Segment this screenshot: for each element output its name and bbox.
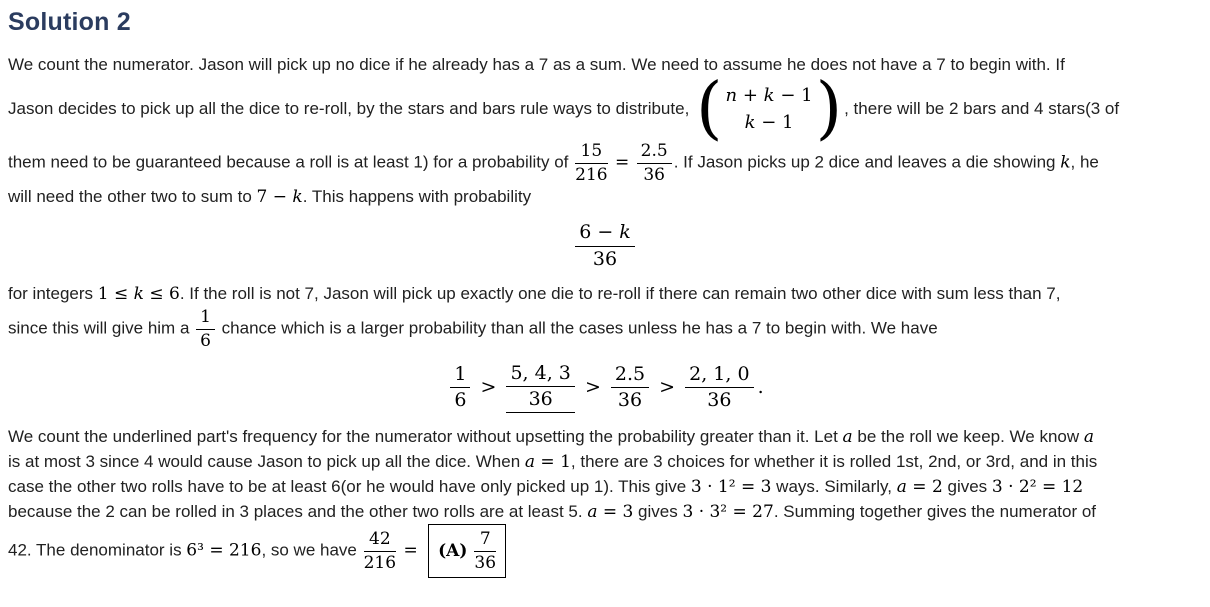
math-token: 216 (575, 165, 608, 186)
text-line (8, 141, 1202, 185)
math-token: > (578, 375, 607, 398)
display-math (8, 221, 1202, 270)
math-token: = 2 (906, 476, 943, 497)
inline-math (587, 502, 633, 522)
text-line (8, 282, 1202, 307)
math-variable: a (524, 451, 536, 472)
math-token: 1 ≤ (97, 283, 134, 304)
answer-choice-label: (A) (438, 540, 468, 561)
math-token: 36 (617, 389, 643, 412)
text-line (8, 475, 1202, 500)
fraction (685, 363, 753, 412)
fraction-numerator (450, 363, 470, 388)
math-token: 3 · 1² = 3 (690, 476, 772, 497)
fraction-denominator (474, 552, 496, 573)
text-run: will need the other two to sum to (8, 187, 257, 207)
text-line (8, 307, 1202, 351)
fraction-denominator (506, 387, 574, 410)
text-run: , there will be 2 bars and 4 stars(3 of (844, 98, 1120, 118)
fraction-numerator (474, 529, 496, 552)
fraction (575, 141, 607, 185)
inline-math (610, 153, 635, 173)
math-token: 36 (528, 387, 553, 410)
math-token: . (757, 375, 764, 398)
text-run: , there are 3 choices for whether it is rolled 1st, 2nd, or 3rd, and in this (570, 451, 1098, 471)
math-token: = 3 (597, 501, 634, 522)
inline-math (758, 375, 764, 397)
fraction (637, 141, 672, 185)
math-token: 42 (369, 529, 391, 550)
inline-math (843, 427, 853, 447)
fraction-denominator (685, 388, 753, 411)
math-token: 3 · 2² = 12 (991, 476, 1084, 497)
math-token: 216 (363, 553, 397, 574)
inline-math (525, 452, 571, 472)
inline-math (897, 477, 943, 497)
math-token: 1 (200, 306, 211, 327)
inline-math (1060, 153, 1070, 173)
math-token: 36 (643, 165, 665, 186)
binomial-coefficient (696, 68, 843, 148)
math-token: 2, 1, 0 (689, 363, 750, 386)
text-run: is at most 3 since 4 would cause Jason to pick up all the dice. When (8, 451, 525, 471)
fraction-numerator (575, 141, 607, 164)
text-run: . This happens with probability (302, 187, 532, 207)
math-variable: k (763, 85, 775, 107)
math-variable: k (133, 283, 144, 304)
math-variable: k (744, 112, 756, 134)
fraction-denominator (575, 164, 607, 185)
math-variable: a (587, 501, 598, 522)
math-token: 36 (592, 247, 618, 270)
text-run: Jason decides to pick up all the dice to re-roll, by the stars and bars rule ways to distribute, (8, 98, 695, 118)
inline-math (691, 477, 772, 497)
math-variable: a (896, 476, 907, 497)
text-run: because the 2 can be rolled in 3 places and the other two rolls are at least 5. (8, 501, 588, 521)
fraction (575, 221, 635, 270)
math-token: 6 (200, 330, 211, 351)
text-run: . Summing together gives the numerator of (773, 501, 1097, 521)
math-token: > (653, 375, 682, 398)
math-variable: a (1083, 427, 1095, 448)
fraction-denominator (364, 552, 396, 573)
right-paren: ) (815, 68, 843, 148)
fraction-denominator (450, 388, 470, 411)
text-run: gives (633, 501, 683, 521)
fraction-denominator (196, 330, 215, 351)
text-line (8, 500, 1202, 525)
inline-math (398, 541, 423, 561)
fraction (450, 363, 470, 412)
text-run: , so we have (261, 540, 362, 560)
text-run: . If Jason picks up 2 dice and leaves a die showing (673, 152, 1061, 172)
fraction (474, 529, 496, 573)
text-line (8, 524, 1202, 578)
fraction-numerator (637, 141, 672, 164)
text-line (8, 185, 1202, 210)
fraction-numerator (685, 363, 753, 388)
text-run: for integers (8, 283, 98, 303)
math-token: 6 (454, 389, 467, 412)
fraction (611, 363, 649, 412)
math-variable: k (292, 187, 303, 208)
inline-math (682, 502, 773, 522)
math-token: 1 (454, 363, 467, 386)
display-math (8, 362, 1202, 414)
text-run: be the roll we keep. We know (852, 427, 1084, 447)
math-token: 7 (479, 529, 491, 550)
math-token: 5, 4, 3 (510, 361, 571, 384)
paragraph (8, 425, 1202, 578)
math-token: + (737, 85, 764, 107)
text-run: , he (1070, 152, 1099, 172)
fraction-numerator (611, 363, 649, 388)
text-run: chance which is a larger probability than all the cases unless he has a 7 to begin with. We have (216, 318, 938, 338)
math-token: 36 (707, 389, 732, 412)
fraction-denominator (575, 247, 635, 270)
fraction-numerator (575, 221, 635, 246)
paragraph (8, 53, 1202, 210)
inline-math (992, 477, 1083, 497)
text-run: We count the numerator. Jason will pick up no dice if he already has a 7 as a sum. We need to assume he does not have a 7 to begin with. If (8, 55, 1065, 74)
math-token: 3 · 3² = 27 (682, 501, 774, 522)
text-run: We count the underlined part's frequency for the numerator without upsetting the probability greater than it. Let (8, 427, 843, 447)
paragraph (8, 282, 1202, 351)
math-token: = (398, 540, 424, 561)
text-run: case the other two rolls have to be at least 6(or he would have only picked up 1). This give (8, 476, 691, 496)
math-token: 7 − (256, 187, 293, 208)
math-variable: k (1060, 152, 1071, 173)
binomial-rows (723, 82, 816, 136)
math-token: = 1 (535, 451, 571, 472)
text-line (8, 450, 1202, 475)
math-token: 2.5 (614, 363, 646, 386)
math-variable: a (842, 427, 853, 448)
text-run: since this will give him a (8, 318, 195, 338)
math-token: = (609, 152, 635, 173)
binomial-bottom (745, 109, 794, 136)
text-run: ways. Similarly, (771, 476, 897, 496)
fraction-denominator (637, 164, 672, 185)
fraction-numerator (196, 307, 215, 330)
fraction (196, 307, 215, 351)
text-run: gives (942, 476, 992, 496)
math-token: − 1 (774, 85, 813, 107)
math-token: > (474, 375, 503, 398)
math-token: 36 (474, 553, 497, 574)
inline-math (1084, 427, 1094, 447)
math-token: 6 − (579, 221, 620, 244)
left-paren: ( (696, 68, 723, 148)
inline-math (186, 541, 261, 561)
math-variable: k (619, 221, 631, 244)
fraction-numerator (506, 362, 574, 387)
fraction-denominator (611, 388, 649, 411)
math-token: ≤ 6 (143, 283, 180, 304)
inline-math (474, 375, 502, 397)
inline-math (257, 187, 303, 207)
inline-math (98, 284, 180, 304)
underlined-fraction (506, 362, 574, 414)
solution-content (8, 53, 1202, 578)
inline-math (579, 375, 607, 397)
text-run: . If the roll is not 7, Jason will pick up exactly one die to re-roll if there can remain two other dice with sum less than 7, (179, 283, 1061, 303)
math-token: 15 (580, 141, 603, 162)
text-run: them need to be guaranteed because a roll is at least 1) for a probability of (8, 152, 574, 172)
math-variable: n (725, 85, 738, 107)
boxed-answer (428, 524, 506, 578)
section-heading: Solution 2 (8, 8, 131, 36)
text-line (8, 425, 1202, 450)
math-token: − 1 (755, 112, 794, 134)
inline-math (653, 375, 681, 397)
binomial-top (726, 82, 813, 109)
text-run: 42. The denominator is (8, 540, 187, 560)
fraction (364, 529, 396, 573)
math-token: 6³ = 216 (186, 540, 262, 561)
math-token: 2.5 (640, 141, 668, 162)
fraction-numerator (364, 529, 396, 552)
text-line (8, 68, 1202, 148)
text-line (8, 53, 1202, 77)
